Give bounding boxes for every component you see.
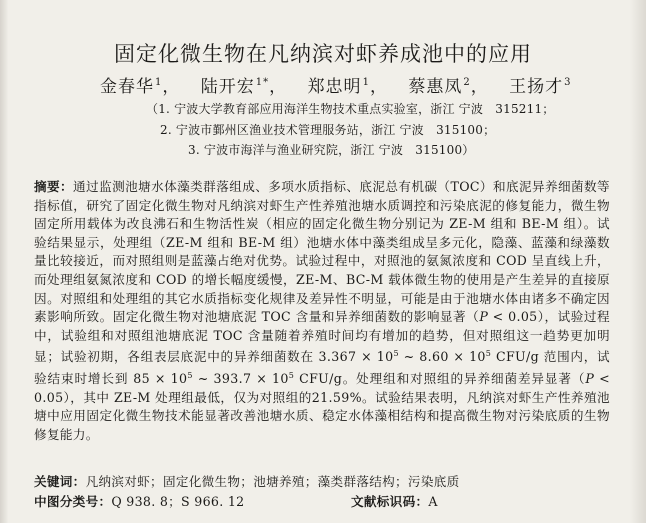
- page-edge-shadow-right: [630, 0, 646, 523]
- author-name: 郑忠明: [307, 77, 362, 97]
- p-value-symbol: P: [479, 309, 489, 325]
- abstract-text: ~ 393.7 × 10: [192, 370, 289, 386]
- author-affiliation-mark: 1*: [255, 77, 270, 88]
- author-separator: ，: [470, 77, 489, 97]
- exponent: 5: [485, 349, 492, 359]
- document-code-label: 文献标识码：: [351, 494, 429, 509]
- abstract-text: 通过监测池塘水体藻类群落组成、多项水质指标、底泥总有机碳（TOC）和底泥异养细菌数等指标值，研究了固定化微生物对凡纳滨对虾生产性养殖池塘水质调控和污染底泥的修复能力，微生物固定所用载体为改良沸石和生物活性炭（相应的固定化微生物分别记为 ZE-M 组和 BE-M 组）。试验结果显示，处理组（ZE-M 组和 BE-M 组）池塘水体中藻类组成呈多元化，隐藻、蓝藻和绿藻数量比较接近，而对照组则是蓝藻占绝对优势。试验过程中，对照池的氨氮浓度和 COD 呈直线上升，而处理组氨氮浓度和 COD 的增长幅度缓慢，ZE-M、BC-M 载体微生物的使用是产生差异的直接原因。对照组和处理组的其它水质指标变化规律及差异性不明显，可能是由于池塘水体由诸多不确定因素影响所致。固定化微生物对池塘底泥 TOC 含量和异养细菌数的影响显著（: [34, 179, 610, 325]
- author-name: 陆开宏: [200, 77, 255, 97]
- abstract-text: < 0.05），试验过程中，试验组和对照组池塘底泥 TOC 含量随着养殖时间均有增加的趋势，但对照组这一趋势更加明显；试验初期，各组表层底泥中的异养细菌数在 3.367 × 10: [34, 309, 610, 365]
- exponent: 5: [187, 370, 193, 380]
- author-affiliation-mark: 3: [564, 77, 572, 88]
- author-affiliation-mark: 1: [155, 77, 163, 88]
- page-edge-shadow-left: [0, 0, 8, 523]
- document-code-value: A: [428, 494, 438, 509]
- affiliation-line: 2. 宁波市鄞州区渔业技术管理服务站，浙江 宁波 315100；: [160, 123, 496, 137]
- classification-line: [34, 491, 624, 510]
- paper-title: 固定化微生物在凡纳滨对虾养成池中的应用: [114, 42, 532, 67]
- author-separator: ，: [369, 77, 388, 97]
- affiliation-line: 3. 宁波市海洋与渔业研究院，浙江 宁波 315100）: [188, 143, 475, 157]
- abstract-text: CFU/g。处理组和对照组的异养细菌差异显著（: [294, 370, 586, 386]
- exponent: 5: [288, 370, 295, 380]
- abstract-label: 摘要：: [34, 179, 74, 194]
- keywords-text: 凡纳滨对虾；固定化微生物；池塘养殖；藻类群落结构；污染底质: [85, 474, 460, 489]
- keywords-label: 关键词：: [34, 474, 86, 489]
- exponent: 5: [393, 349, 399, 359]
- p-value-symbol: P: [585, 370, 595, 386]
- affiliation-line: （1. 宁波大学教育部应用海洋生物技术重点实验室，浙江 宁波 315211；: [146, 102, 555, 116]
- author-name: 金春华: [100, 77, 154, 97]
- author-separator: ，: [269, 77, 288, 97]
- abstract-text: ~ 8.60 × 10: [398, 349, 486, 365]
- abstract-paragraph: [34, 178, 610, 444]
- author-separator: ，: [162, 77, 181, 97]
- abstract-text: < 0.05），其中 ZE-M 处理组最低，仅为对照组的21.59%。试验结果表明，凡纳滨对虾生产性养殖池塘中应用固定化微生物技术能显著改善池塘水质、稳定水体藻相结构和提高微生物对污染底质的生物修复能力。: [34, 370, 610, 442]
- abstract-text: CFU/g 范围内，试验结束时增长到 85 × 10: [34, 349, 610, 386]
- keywords-line: [34, 471, 624, 490]
- classification-label: 中图分类号：: [34, 494, 112, 509]
- classification-value: Q 938. 8；S 966. 12: [111, 494, 245, 509]
- author-affiliation-mark: 1: [362, 77, 370, 88]
- author-name: 王扬才: [509, 77, 564, 97]
- author-name: 蔡惠凤: [408, 77, 463, 97]
- document-code: [351, 491, 438, 510]
- author-list: [100, 72, 572, 97]
- author-affiliation-mark: 2: [463, 77, 471, 88]
